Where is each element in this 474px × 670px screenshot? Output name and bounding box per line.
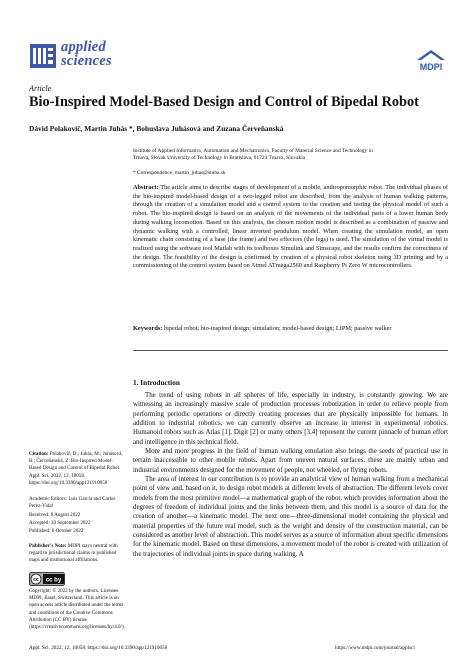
journal-name-line2: sciences <box>61 53 112 69</box>
publisher-note-text: MDPI stays neutral with regard to jurisdictional claims in published maps and institutional affiliations. <box>29 543 118 564</box>
mdpi-logo-text: MDPI <box>419 62 443 72</box>
abstract-text: The article aims to describe stages of development of a mobile, anthropomorphic robot. The individual phases of the bio-inspired model-based design of a two-legged robot are described, from the analysis of human walking patterns, through the creation of a simulation model and a control system to the creation and testing the physical model of such a robot. The bio-inspired design is based on an analysis of the movements of the individual parts of a lower human body during walking locomotion. Based on this analysis, the chosen motion model is described as a combination of passive and dynamic walking with a controlled, linear inverted pendulum model. When creating the simulation model, an open kinematic chain consisting of a base (the frame) and two effectors (the legs) is used. The simulation of the virtual model is realized using the software tool Matlab with its toolboxes Simulink and Simscape, and the results confirm the correctness of the design. The feasibility of the design is confirmed by creation of a physical robot skeleton using 3D printing and by a commissioning of the control system based on Atmel ATmega2560 and Raspberry Pi Zero W microcontrollers. <box>133 184 448 270</box>
paragraph-2: More and more progress in the field of human walking emulation also brings the seeds of practical use in terrain inaccessible to other mobile robots. Apart from uneven natural surfaces, these are mainly urban and industrial environments designed for the movement of people, not wheeled, or flying robots. <box>133 447 448 474</box>
publisher-note-label: Publisher's Note: <box>29 543 67 549</box>
cc-by-license-icon <box>29 572 65 586</box>
svg-text:cc: cc <box>33 577 39 584</box>
author-list: Dávid Polakovič, Martin Juhás *, Bohuslava Juhásová and Zuzana Červeňanská <box>29 124 284 133</box>
citation-text: Polakovič, D.; Juhás, M.; Juhásová, B.; Červeňanská, Z. Bio-Inspired Model-Based Design and Control of Bipedal Robot. Appl. Sci. 2022, 12, 10058. https://doi.org/10.3390/app121910058 <box>29 451 123 486</box>
paragraph-3: The area of interest in our contribution is to provide an analytical view of human walking from a mechanical point of view and, based on it, to design robot models at different levels of abstraction. The different levels cover models from the most primitive model—a mathematical graph of the robot, which provides information about the degrees of freedom of individual joints and the links between them, and this model is a source of data for the creation of another—a kinematic model. The next one—three-dimensional model containing the physical and material properties of the future real model, such as the weight and density of the construction material, can be considered as another level of abstraction. This model serves as a source of information about specific dimensions for the kinematic model. Based on these dimensions, a movement model of the robot is created with utilization of the trajectories of individual joints in space during walking. A <box>133 475 448 558</box>
keywords-label: Keywords: <box>133 325 163 332</box>
citation-block <box>29 451 125 487</box>
citation-label: Citation: <box>29 451 49 457</box>
footer-citation: Appl. Sci. 2022, 12, 10058. https://doi.org/10.3390/app121910058 <box>29 645 168 651</box>
affiliation-line1: Institute of Applied Informatics, Automation and Mechatronics, Faculty of Material Science and Technology in <box>133 148 373 154</box>
affiliation-line2: Trnava, Slovak University of Technology in Bratislava, 91724 Trnava, Slovakia <box>133 155 306 162</box>
publisher-note <box>29 543 125 565</box>
published-date: Published: 6 October 2022 <box>29 528 84 534</box>
accepted-date: Accepted: 30 September 2022 <box>29 520 91 526</box>
footer-journal-url[interactable]: https://www.mdpi.com/journal/applsci <box>335 645 415 651</box>
mdpi-logo-icon <box>413 44 449 74</box>
cc-by-text: cc by <box>45 577 62 584</box>
applied-sciences-logo-icon <box>30 44 56 68</box>
copyright-text: Copyright: © 2022 by the authors. Licensee MDPI, Basel, Switzerland. This article is an open access article distributed under the terms and conditions of the Creative Commons Attribution (CC BY) license (https://creativecommons.org/licenses/by/4.0/). <box>29 588 125 631</box>
copyright-notice <box>29 588 125 631</box>
article-title: Bio-Inspired Model-Based Design and Control of Bipedal Robot <box>29 94 419 110</box>
journal-name-line1: applied <box>61 39 106 55</box>
keywords <box>133 324 448 333</box>
keywords-text: bipedal robot; bio-inspired design; simulation; model-based design; LIPM; passive walker <box>163 325 392 332</box>
section-heading: 1. Introduction <box>133 378 180 387</box>
received-date: Received: 8 August 2022 <box>29 512 81 518</box>
introduction-body <box>133 391 448 559</box>
abstract <box>133 184 448 271</box>
paragraph-1: The trend of using robots in all spheres of life, especially in industry, is constantly growing. We are witnessing an increasingly massive scale of production processes robotization in order to relieve people from performing periodic operations or directly creating processes that are physically impossible for humans. In addition to industrial robotics, we can currently observe an increase in interest in experimental robotics. Humanoid robots such as Atlas [1], Digit [2] or many others [3,4] represent the current pinnacle of human effort and intelligence in this technical field. <box>133 392 448 446</box>
affiliation <box>133 148 448 163</box>
abstract-label: Abstract: <box>133 184 159 191</box>
correspondence: * Correspondence: martin_juhas@stuba.sk <box>133 170 226 176</box>
academic-editors: Academic Editors: Luis Garcia and Carlos Perez-Vidal <box>29 496 116 510</box>
article-type: Article <box>29 84 52 93</box>
section-divider <box>133 350 448 351</box>
journal-name <box>61 40 112 68</box>
